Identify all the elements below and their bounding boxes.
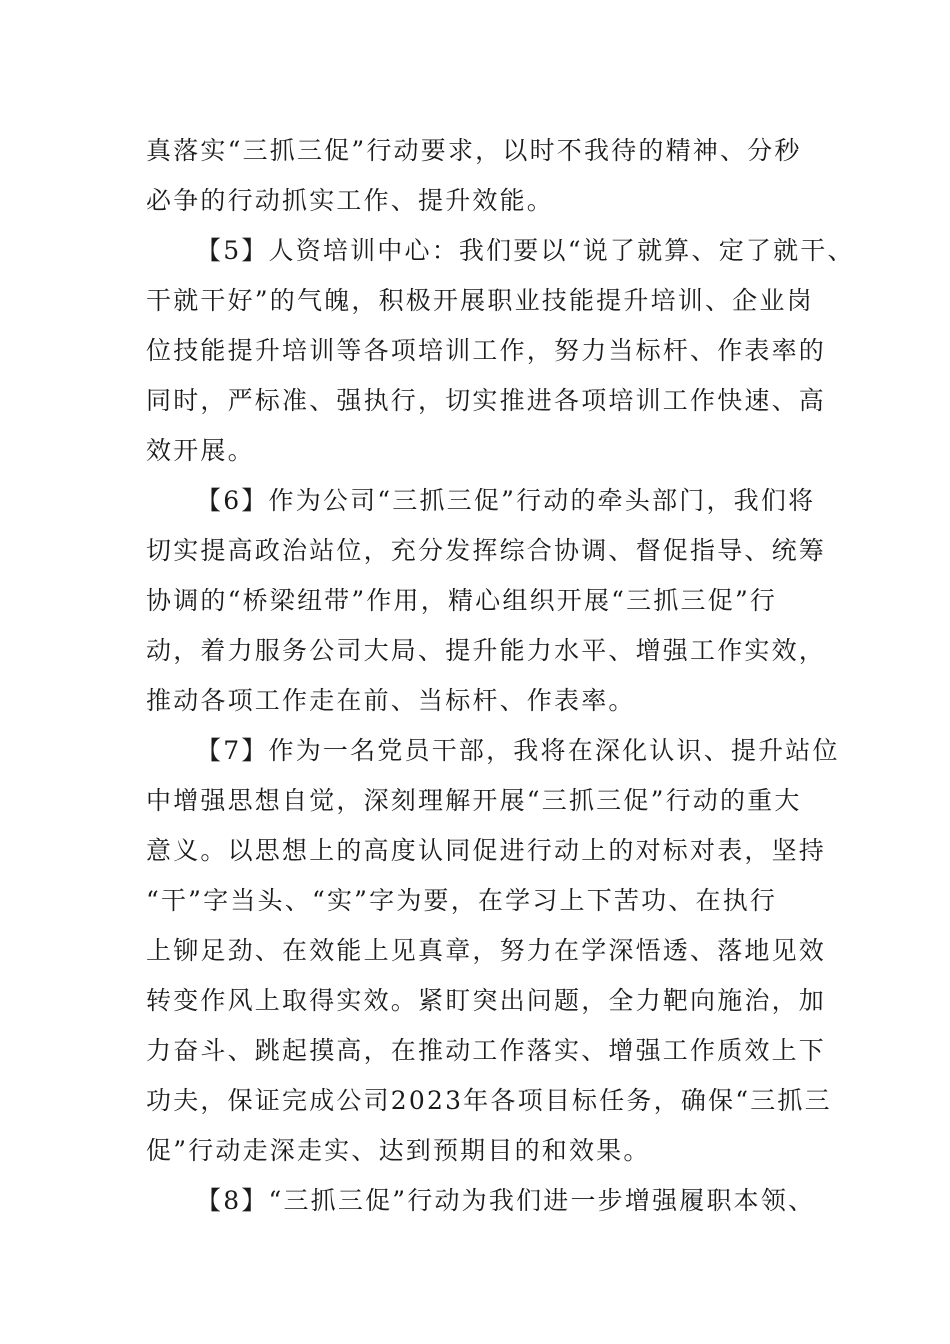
text-line: 位技能提升培训等各项培训工作，努力当标杆、作表率的 [146,336,827,365]
text-line: 协调的“桥梁纽带”作用，精心组织开展“三抓三促”行 [146,586,778,615]
text-line: 力奋斗、跳起摸高，在推动工作落实、增强工作质效上下 [146,1036,827,1065]
text-line: 真落实“三抓三促”行动要求，以时不我待的精神、分秒 [146,136,802,165]
text-line: 中增强思想自觉，深刻理解开展“三抓三促”行动的重大 [146,786,802,815]
text-line: 干就干好”的气魄，积极开展职业技能提升培训、企业岗 [146,286,814,315]
text-line: 动，着力服务公司大局、提升能力水平、增强工作实效， [146,636,827,665]
text-line: 推动各项工作走在前、当标杆、作表率。 [146,686,636,715]
text-line: 上铆足劲、在效能上见真章，努力在学深悟透、落地见效 [146,936,827,965]
paragraph-start-line: 【7】作为一名党员干部，我将在深化认识、提升站位 [196,736,840,765]
paragraph-start-line: 【8】“三抓三促”行动为我们进一步增强履职本领、 [196,1186,816,1215]
paragraph-start-line: 【6】作为公司“三抓三促”行动的牵头部门，我们将 [196,486,816,515]
text-line: 功夫，保证完成公司2023年各项目标任务，确保“三抓三 [146,1086,832,1115]
text-line: 效开展。 [146,436,255,465]
text-line: 同时，严标准、强执行，切实推进各项培训工作快速、高 [146,386,827,415]
paragraph-start-line: 【5】人资培训中心：我们要以“说了就算、定了就干、 [196,236,855,265]
text-line: 切实提高政治站位，充分发挥综合协调、督促指导、统筹 [146,536,827,565]
text-line: 转变作风上取得实效。紧盯突出问题，全力靶向施治，加 [146,986,827,1015]
text-line: 必争的行动抓实工作、提升效能。 [146,186,555,215]
text-line: 促”行动走深走实、达到预期目的和效果。 [146,1136,651,1165]
text-line: “干”字当头、“实”字为要，在学习上下苦功、在执行 [146,886,778,915]
text-line: 意义。以思想上的高度认同促进行动上的对标对表，坚持 [146,836,827,865]
